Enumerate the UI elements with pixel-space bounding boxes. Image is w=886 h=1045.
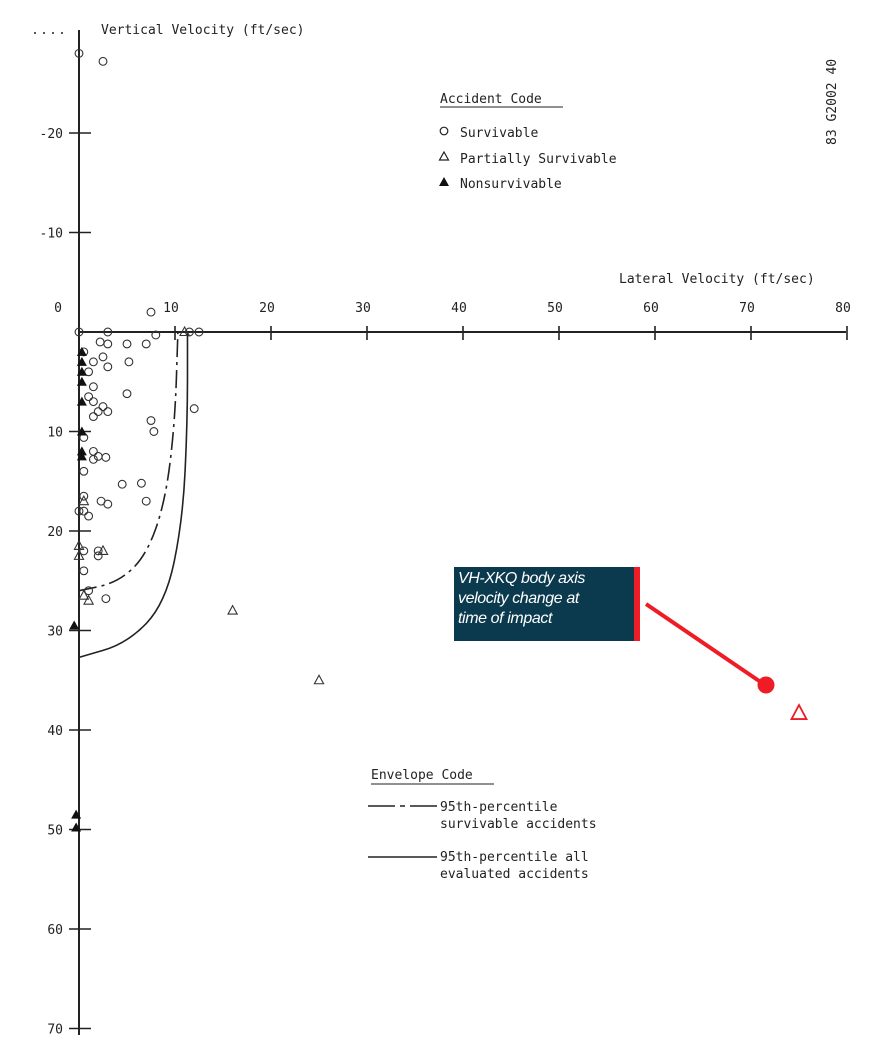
point-survivable bbox=[99, 403, 107, 411]
point-survivable bbox=[85, 512, 93, 520]
annotation-line-3: time of impact bbox=[458, 610, 552, 627]
point-survivable bbox=[142, 497, 150, 505]
point-partially-survivable bbox=[228, 606, 237, 615]
annotation-line-1: VH-XKQ body axis bbox=[458, 570, 585, 587]
point-survivable bbox=[85, 393, 93, 401]
point-survivable bbox=[123, 340, 131, 348]
x-tick-label: 60 bbox=[643, 301, 659, 316]
legend-survivable-icon bbox=[440, 127, 448, 135]
point-survivable bbox=[104, 408, 112, 416]
point-survivable bbox=[90, 413, 98, 421]
point-survivable bbox=[90, 398, 98, 406]
point-survivable bbox=[102, 453, 110, 461]
legend-solid-label-1: 95th-percentile all bbox=[440, 850, 589, 865]
x-tick-label: 20 bbox=[259, 301, 275, 316]
point-survivable bbox=[147, 308, 155, 316]
legend-nonsurvivable-label: Nonsurvivable bbox=[460, 177, 562, 192]
point-survivable bbox=[104, 340, 112, 348]
legend-dash-dot-label-1: 95th-percentile bbox=[440, 800, 558, 815]
annotation-marker-dot bbox=[758, 677, 775, 694]
envelope-survivable bbox=[79, 332, 178, 591]
point-survivable bbox=[147, 417, 155, 425]
y-tick-label: -10 bbox=[39, 226, 63, 242]
annotation-connector bbox=[646, 604, 765, 685]
x-tick-label: 50 bbox=[547, 301, 563, 316]
y-tick-label: 70 bbox=[47, 1022, 63, 1038]
legend-solid-label-2: evaluated accidents bbox=[440, 867, 589, 882]
legend-partially-survivable-label: Partially Survivable bbox=[460, 152, 617, 167]
legend-envelope-title: Envelope Code bbox=[371, 768, 473, 783]
point-survivable bbox=[90, 358, 98, 366]
point-survivable bbox=[99, 57, 107, 65]
y-tick-label: 50 bbox=[47, 823, 63, 839]
legend-accident-title: Accident Code bbox=[440, 92, 542, 107]
x-tick-label: 0 bbox=[54, 301, 62, 316]
point-survivable bbox=[80, 467, 88, 475]
point-survivable bbox=[142, 340, 150, 348]
envelope-layer bbox=[79, 332, 187, 657]
point-survivable bbox=[94, 408, 102, 416]
legend-survivable-label: Survivable bbox=[460, 126, 539, 141]
point-survivable bbox=[123, 390, 131, 398]
point-survivable bbox=[104, 363, 112, 371]
point-survivable bbox=[96, 338, 104, 346]
y-tick-label: -20 bbox=[39, 127, 63, 142]
point-survivable bbox=[125, 358, 133, 366]
point-partially-survivable bbox=[314, 675, 323, 684]
point-survivable bbox=[138, 479, 146, 487]
point-survivable bbox=[94, 552, 102, 560]
y-tick-label: 60 bbox=[47, 923, 63, 938]
x-axis-title: Lateral Velocity (ft/sec) bbox=[619, 272, 815, 287]
legend-envelope bbox=[368, 768, 597, 882]
y-axis-title: Vertical Velocity (ft/sec) bbox=[101, 23, 305, 38]
point-survivable bbox=[80, 567, 88, 575]
point-survivable bbox=[102, 595, 110, 603]
point-survivable bbox=[97, 497, 105, 505]
envelope-all-evaluated bbox=[79, 332, 187, 657]
legend-nonsurvivable-icon bbox=[439, 177, 449, 186]
legend-dash-dot-label-2: survivable accidents bbox=[440, 817, 597, 832]
annotation-line-2: velocity change at bbox=[458, 590, 579, 607]
point-survivable bbox=[190, 405, 198, 413]
point-survivable bbox=[118, 480, 126, 488]
x-tick-label: 30 bbox=[355, 301, 371, 316]
point-survivable bbox=[150, 428, 158, 436]
point-partially-survivable bbox=[84, 596, 93, 605]
x-tick-label: 40 bbox=[451, 301, 467, 316]
ticks-layer bbox=[40, 127, 851, 1038]
y-tick-label: 30 bbox=[47, 624, 63, 640]
y-tick-label: 40 bbox=[47, 724, 63, 739]
point-survivable bbox=[99, 353, 107, 361]
y-tick-label: 20 bbox=[47, 525, 63, 540]
points-layer bbox=[69, 50, 806, 832]
legend-partially-survivable-icon bbox=[440, 152, 449, 160]
x-tick-label: 70 bbox=[739, 301, 755, 316]
legend-accident bbox=[439, 92, 617, 192]
point-survivable bbox=[90, 383, 98, 391]
point-survivable bbox=[90, 448, 98, 456]
annotation-box bbox=[454, 567, 640, 641]
y-tick-label: 10 bbox=[47, 425, 63, 441]
x-tick-label: 10 bbox=[163, 301, 179, 316]
x-tick-label: 80 bbox=[835, 301, 851, 316]
point-vh-xkq bbox=[792, 705, 807, 719]
point-nonsurvivable bbox=[69, 621, 79, 630]
side-code: 83 G2002 40 bbox=[825, 58, 840, 145]
